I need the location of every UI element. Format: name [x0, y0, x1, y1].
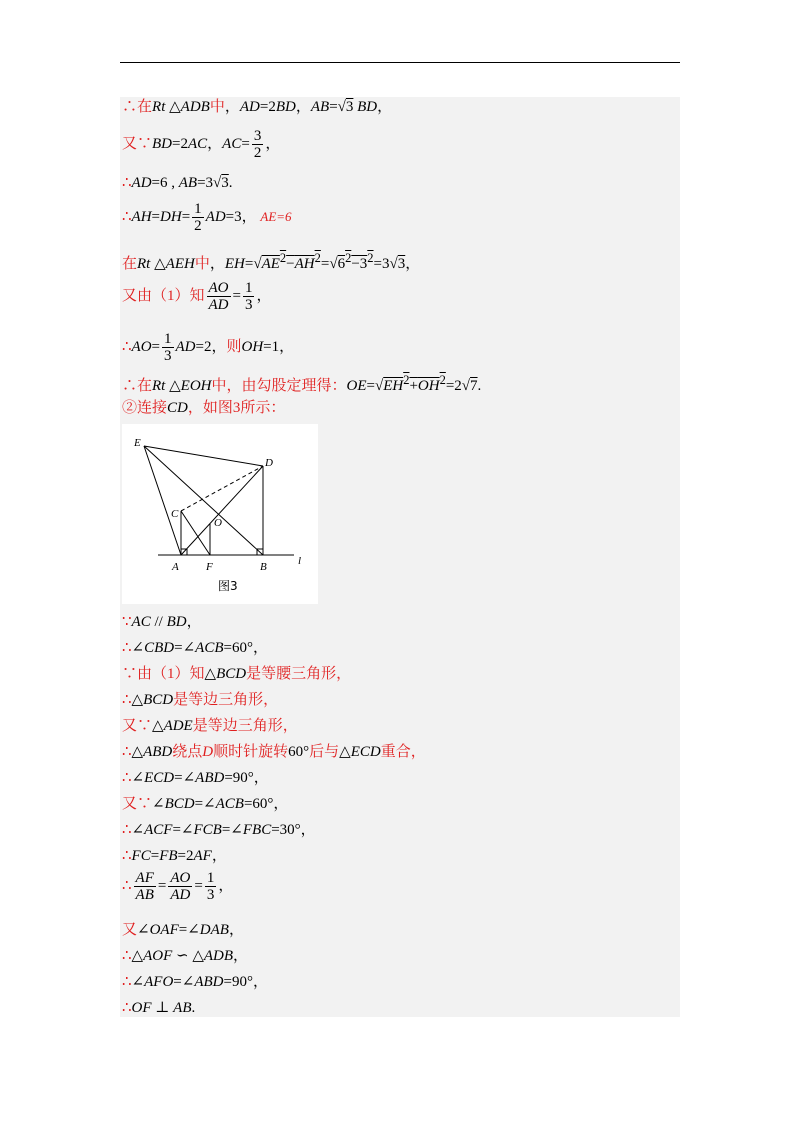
- solution-line-18: ∴∠ACF=∠FCB=∠FBC=30°，: [122, 822, 316, 838]
- figure-3: [122, 424, 318, 604]
- geometry-diagram: [122, 424, 318, 604]
- solution-line-23: ∴∠AFO=∠ABD=90°，: [122, 974, 268, 990]
- segment-CF: [181, 511, 210, 555]
- solution-line-24: ∴OF ⊥ AB.: [122, 1000, 196, 1016]
- solution-line-12: ∵由（1）知△BCD是等腰三角形，: [122, 666, 352, 682]
- label-O: O: [214, 517, 222, 529]
- segment-EB: [144, 446, 263, 555]
- label-B: B: [260, 561, 267, 573]
- label-l: l: [298, 555, 302, 567]
- solution-line-19: ∴FC=FB=2AF，: [122, 848, 227, 864]
- label-D: D: [265, 457, 273, 469]
- red-note: AE=6: [260, 208, 292, 224]
- figure-caption: 图3: [218, 579, 238, 593]
- solution-line-16: ∴∠ECD=∠ABD=90°，: [122, 770, 269, 786]
- segment-CD-dashed: [181, 466, 263, 511]
- solution-line-9: ②连接CD，如图3所示：: [122, 400, 286, 416]
- solution-line-2: 又∵BD=2AC，AC= $\frac{3}{2}$ ，: [122, 128, 281, 161]
- solution-line-8: ∴在Rt △EOH中，由勾股定理得：$OE=√EH^2+OH^2=2√7$.: [122, 373, 482, 394]
- label-A: A: [172, 561, 179, 573]
- solution-line-3: ∴AD=6 , AB=3√3.: [122, 175, 233, 191]
- solution-line-11: ∴∠CBD=∠ACB=60°，: [122, 640, 268, 656]
- solution-line-6: 又由（1）知 $\frac{AO}{AD}$ = $\frac{1}{3}$ ，: [122, 280, 272, 313]
- solution-line-1: ∴在Rt △ADB中，AD=2BD，AB=√3 BD，: [122, 99, 393, 115]
- solution-line-22: ∴△AOF ∽ △ADB，: [122, 948, 249, 964]
- label-E: E: [134, 437, 141, 449]
- header-rule: [120, 62, 680, 63]
- segment-DA: [181, 466, 263, 555]
- label-C: C: [171, 508, 179, 520]
- solution-line-10: ∵AC // BD，: [122, 614, 202, 630]
- solution-line-7: ∴AO= $\frac{1}{3}$ AD=2，则OH=1，: [122, 331, 295, 364]
- solution-line-13: ∴△BCD是等边三角形，: [122, 692, 279, 708]
- solution-line-5: 在Rt △AEH中，$EH=√AE^2-AH^2=√6^2-3^2=3√3$，: [122, 251, 421, 272]
- solution-line-20: ∴ $\frac{AF}{AB}$ = $\frac{AO}{AD}$ = $\frac{1}{3}$ ，: [122, 870, 234, 903]
- solution-line-14: 又∵△ADE是等边三角形，: [122, 718, 298, 734]
- solution-line-15: ∴△ABD绕点D顺时针旋转60°后与△ECD重合，: [122, 744, 426, 760]
- label-F: F: [206, 561, 213, 573]
- solution-line-17: 又∵∠BCD=∠ACB=60°，: [122, 796, 289, 812]
- solution-line-4: ∴AH=DH= $\frac{1}{2}$ AD=3， AE=6: [122, 201, 292, 234]
- solution-line-21: 又∠OAF=∠DAB，: [122, 922, 244, 938]
